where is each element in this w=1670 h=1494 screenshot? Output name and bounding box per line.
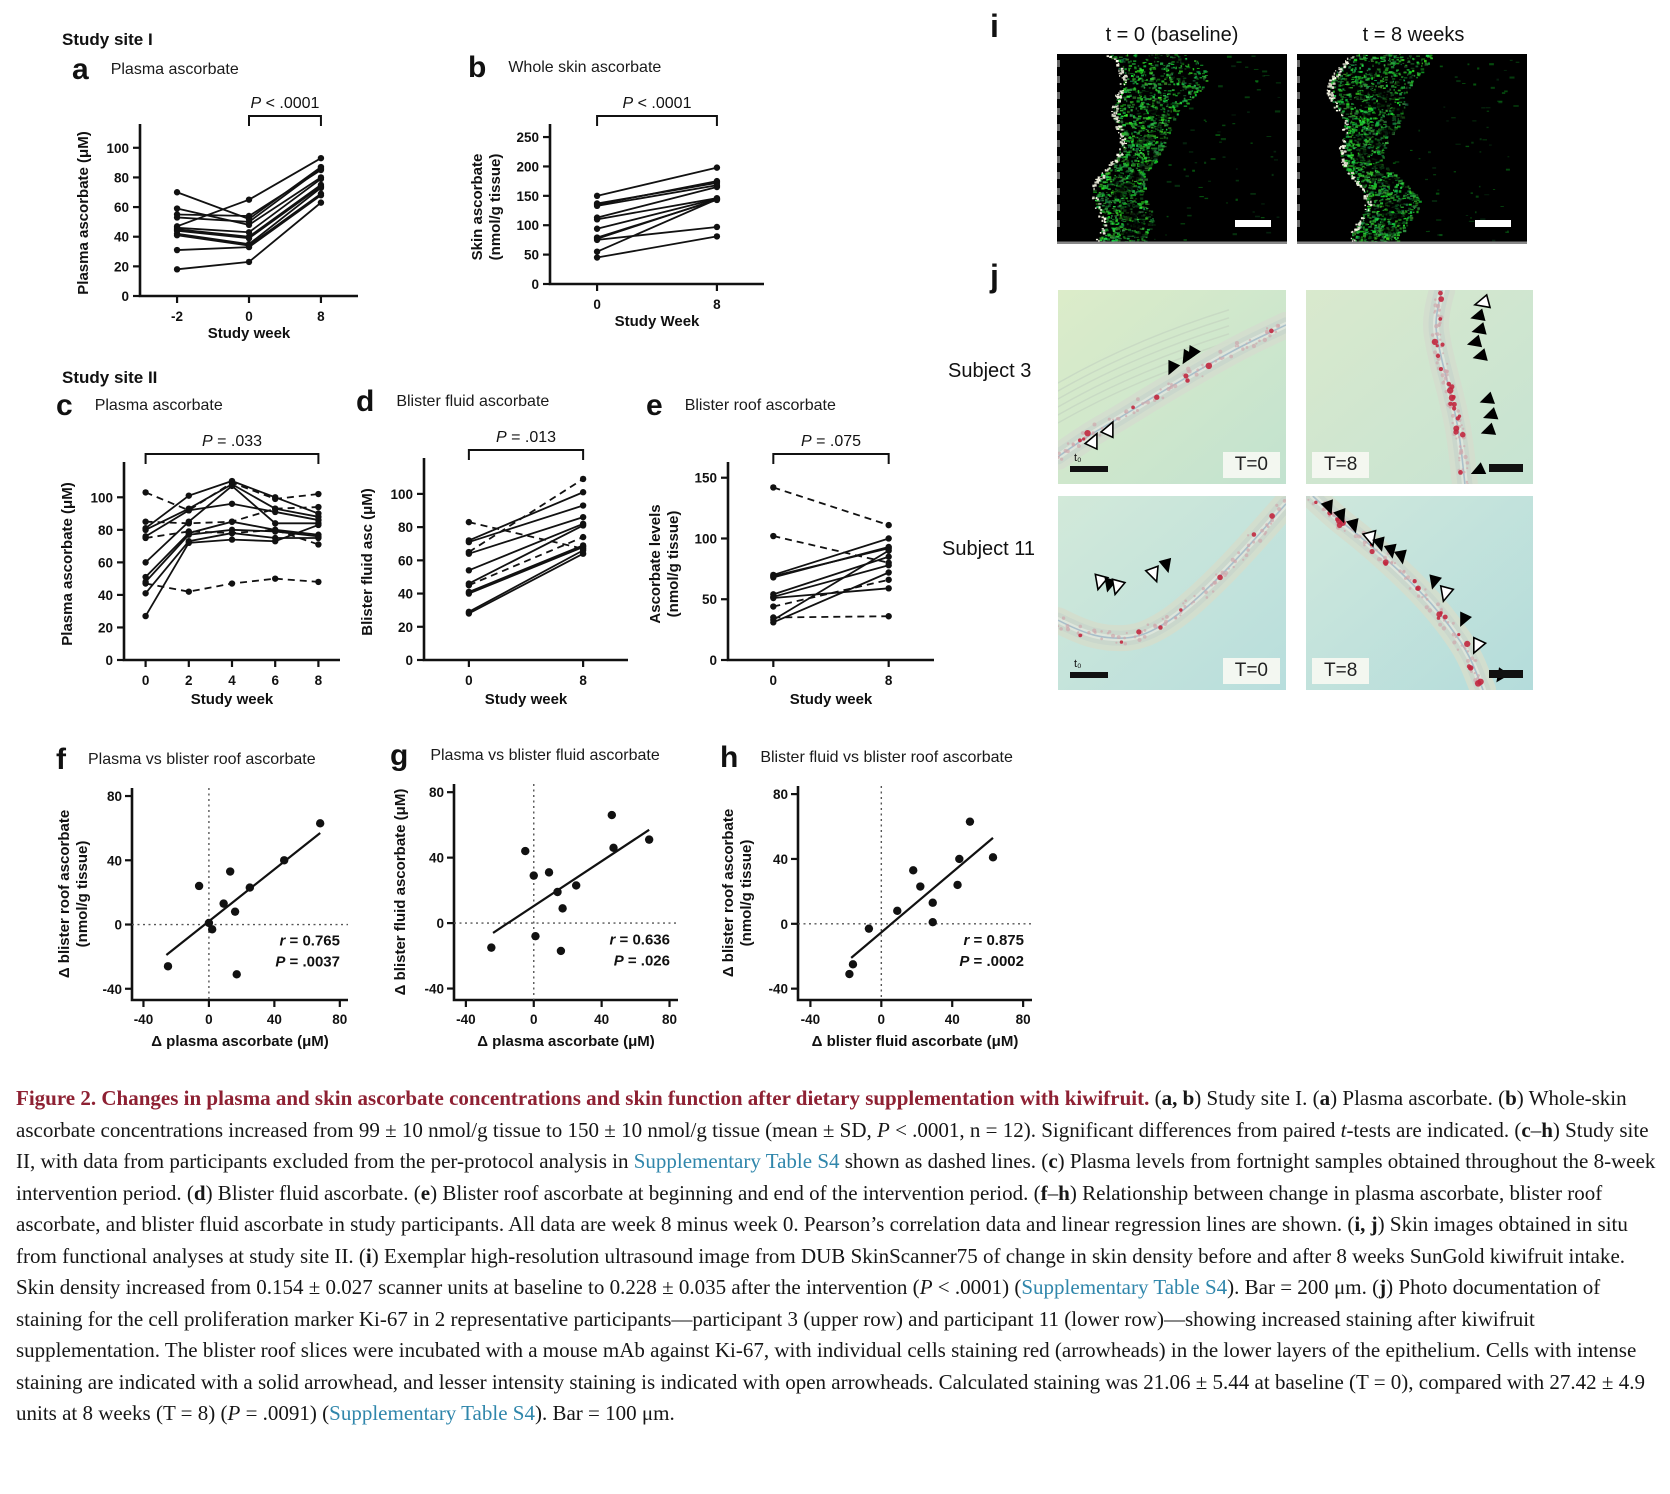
- caption-text: ) Whole-skin ascorbate concentrations increased from 99 ± 10 nmol/g tissue to 150 ± 10 nmol/g tissue (mean ± SD,: [16, 1086, 1627, 1142]
- histology-subject3-t8: [1306, 290, 1533, 484]
- panel-a-letter: a: [72, 53, 89, 86]
- svg-text:-40: -40: [456, 1012, 476, 1027]
- svg-text:P < .0001: P < .0001: [250, 95, 320, 112]
- caption-text: -tests are indicated. (: [1346, 1117, 1522, 1142]
- caption-text: ) Plasma ascorbate. (: [1330, 1086, 1506, 1110]
- svg-text:100: 100: [516, 218, 539, 234]
- svg-text:-2: -2: [171, 309, 184, 324]
- svg-text:Study week: Study week: [484, 691, 568, 708]
- panel-a-header: [72, 53, 392, 86]
- caption-text: < .0001) (: [932, 1275, 1022, 1299]
- svg-text:60: 60: [97, 555, 113, 571]
- svg-text:P = .026: P = .026: [613, 952, 670, 970]
- svg-text:40: 40: [266, 1012, 282, 1027]
- panel-h-header: [720, 741, 1050, 774]
- svg-text:40: 40: [97, 587, 113, 603]
- caption-text: a, b: [1161, 1086, 1195, 1110]
- caption-text: i: [365, 1243, 372, 1268]
- svg-text:0: 0: [141, 673, 150, 688]
- panel-e-title: Blister roof ascorbate: [684, 397, 836, 414]
- svg-text:P = .075: P = .075: [800, 433, 862, 450]
- panel-c-letter: c: [56, 389, 73, 422]
- svg-text:Δ blister roof ascorbate: Δ blister roof ascorbate: [720, 808, 737, 978]
- svg-text:Blister fluid asc (μM): Blister fluid asc (μM): [359, 488, 376, 636]
- caption-text: h: [1058, 1180, 1070, 1205]
- panel-f: [56, 743, 364, 1061]
- ultrasound-image-8weeks: [1297, 54, 1527, 244]
- caption-text: ) Plasma levels from fortnight samples obtained throughout the 8-week intervention period. (: [16, 1149, 1656, 1205]
- svg-text:8: 8: [579, 673, 587, 688]
- caption-text: –: [1047, 1180, 1059, 1205]
- svg-text:250: 250: [516, 130, 539, 146]
- svg-text:0: 0: [121, 289, 129, 304]
- svg-text:0: 0: [529, 1012, 538, 1027]
- svg-text:80: 80: [1015, 1012, 1031, 1027]
- panel-h-title: Blister fluid vs blister roof ascorbate: [760, 749, 1013, 766]
- svg-text:60: 60: [113, 200, 129, 216]
- panel-a-chart: [72, 86, 392, 348]
- scale-bar: [1489, 464, 1523, 472]
- svg-text:0: 0: [877, 1012, 886, 1027]
- histology-subject3-t0: [1058, 290, 1286, 484]
- caption-text: Figure 2. Changes in plasma and skin ascorbate concentrations and skin function after dietary supplementation with kiwifruit.: [16, 1086, 1150, 1110]
- svg-text:(nmol/g tissue): (nmol/g tissue): [665, 510, 682, 618]
- panel-h: [720, 741, 1050, 1061]
- caption-text: ) Blister fluid ascorbate. (: [205, 1180, 421, 1205]
- svg-text:80: 80: [772, 787, 788, 803]
- ultrasound-scan-image: [1057, 54, 1287, 244]
- panel-g-letter: g: [390, 739, 409, 772]
- panel-d-header: [356, 385, 656, 418]
- svg-text:0: 0: [245, 309, 253, 324]
- svg-text:P = .0037: P = .0037: [275, 953, 340, 971]
- svg-text:100: 100: [106, 140, 129, 156]
- svg-text:40: 40: [944, 1012, 960, 1027]
- scale-bar: [1489, 670, 1523, 678]
- panel-f-letter: f: [56, 743, 66, 776]
- panel-g-chart: [390, 772, 696, 1056]
- svg-text:0: 0: [531, 277, 539, 292]
- panel-a: [72, 53, 392, 353]
- caption-text: i, j: [1354, 1212, 1378, 1236]
- svg-text:0: 0: [769, 673, 778, 688]
- svg-text:0: 0: [436, 916, 444, 932]
- timepoint-label-t0: T=0: [1223, 658, 1280, 684]
- svg-text:Plasma ascorbate (μM): Plasma ascorbate (μM): [75, 131, 92, 295]
- caption-text: P: [877, 1117, 890, 1142]
- caption-text: ) Photo documentation of staining for the cell proliferation marker Ki-67 in 2 representative participants—participant 3 (upper row) and participant 11 (lower row)—showing increased staining after kiwifruit supplementation. The blister roof slices were incubated with a mouse mAb against Ki-67, with individual cells staining red (arrowheads) in the lower layers of the epithelium. Cells with intense staining are indicated with a solid arrowhead, and lesser intensity staining is indicated with open arrowheads. Calculated staining was 21.06 ± 5.44 at baseline (T = 0), compared with 27.42 ± 4.9 units at 8 weeks (T = 8) (: [16, 1275, 1645, 1425]
- panel-d-title: Blister fluid ascorbate: [396, 393, 550, 410]
- svg-text:6: 6: [271, 673, 279, 688]
- panel-e: [646, 389, 962, 719]
- caption-text: ). Bar = 100 μm.: [534, 1401, 675, 1425]
- supplementary-table-link[interactable]: Supplementary Table S4: [1021, 1275, 1228, 1299]
- svg-text:-40: -40: [800, 1012, 821, 1027]
- svg-text:(nmol/g tissue): (nmol/g tissue): [738, 839, 755, 947]
- svg-text:Δ blister fluid ascorbate (μM): Δ blister fluid ascorbate (μM): [811, 1033, 1019, 1050]
- svg-text:Study Week: Study Week: [614, 313, 700, 330]
- panel-e-header: [646, 389, 962, 422]
- svg-text:100: 100: [90, 490, 113, 506]
- svg-text:0: 0: [709, 653, 717, 668]
- caption-text: c: [1048, 1149, 1058, 1173]
- caption-text: h: [1541, 1117, 1553, 1142]
- svg-text:-40: -40: [102, 981, 122, 997]
- panel-e-letter: e: [646, 389, 663, 422]
- svg-text:0: 0: [105, 653, 113, 668]
- panel-g: [390, 739, 696, 1061]
- svg-text:80: 80: [428, 785, 444, 801]
- panel-d: [356, 385, 656, 719]
- panel-g-title: Plasma vs blister fluid ascorbate: [430, 747, 660, 764]
- figure-caption: [16, 1083, 1656, 1430]
- panel-d-chart: [356, 418, 656, 714]
- supplementary-table-link[interactable]: Supplementary Table S4: [633, 1149, 840, 1173]
- svg-text:r = 0.875: r = 0.875: [963, 931, 1024, 949]
- panel-c-header: [56, 389, 364, 422]
- svg-text:Δ blister fluid ascorbate (μM): Δ blister fluid ascorbate (μM): [392, 788, 409, 996]
- caption-text: –: [1530, 1117, 1542, 1142]
- svg-text:Δ blister roof ascorbate: Δ blister roof ascorbate: [56, 809, 73, 979]
- svg-text:150: 150: [516, 188, 539, 204]
- panel-b-letter: b: [468, 51, 487, 84]
- caption-text: = .0091) (: [240, 1401, 330, 1425]
- svg-text:0: 0: [114, 917, 122, 933]
- svg-text:40: 40: [397, 586, 413, 602]
- svg-text:50: 50: [523, 247, 539, 263]
- svg-text:20: 20: [97, 620, 113, 636]
- svg-text:2: 2: [185, 673, 193, 688]
- svg-text:80: 80: [113, 170, 129, 186]
- scale-tick-label: t₀: [1074, 452, 1082, 464]
- caption-text: < .0001, n = 12). Significant differences from paired: [889, 1117, 1341, 1142]
- svg-text:20: 20: [397, 619, 413, 635]
- panel-c: [56, 389, 364, 719]
- svg-text:r = 0.765: r = 0.765: [279, 932, 340, 950]
- subject-11-label: Subject 11: [942, 538, 1036, 560]
- svg-text:Δ plasma ascorbate (μM): Δ plasma ascorbate (μM): [477, 1033, 655, 1050]
- svg-text:8: 8: [713, 297, 721, 312]
- caption-text: ) Blister roof ascorbate at beginning and end of the intervention period. (: [430, 1180, 1041, 1205]
- svg-text:80: 80: [332, 1012, 348, 1027]
- svg-text:Ascorbate levels: Ascorbate levels: [647, 504, 664, 624]
- supplementary-table-link[interactable]: Supplementary Table S4: [329, 1401, 535, 1425]
- svg-text:50: 50: [701, 592, 717, 608]
- svg-text:40: 40: [106, 853, 122, 869]
- histology-subject11-t8: [1306, 496, 1533, 690]
- caption-text: P: [919, 1275, 933, 1299]
- caption-text: e: [420, 1180, 431, 1205]
- svg-text:80: 80: [661, 1012, 678, 1027]
- timepoint-label-t8: T=8: [1312, 452, 1369, 478]
- panel-e-chart: [646, 422, 962, 714]
- svg-text:P < .0001: P < .0001: [622, 95, 692, 112]
- panel-b-chart: [468, 84, 804, 336]
- svg-text:100: 100: [390, 486, 413, 502]
- svg-text:80: 80: [397, 520, 413, 536]
- panel-b-title: Whole skin ascorbate: [508, 59, 662, 76]
- panel-h-chart: [720, 774, 1050, 1056]
- caption-text: shown as dashed lines. (: [839, 1149, 1049, 1173]
- svg-text:80: 80: [106, 789, 122, 805]
- svg-text:20: 20: [113, 259, 129, 275]
- panel-d-letter: d: [356, 385, 375, 418]
- svg-text:4: 4: [228, 673, 236, 688]
- svg-text:-40: -40: [133, 1012, 154, 1027]
- ultrasound-image-baseline: [1057, 54, 1287, 244]
- panel-c-chart: [56, 422, 364, 714]
- caption-text: ) Study site II, with data from participants excluded from the per-protocol analysis in: [16, 1117, 1649, 1173]
- svg-text:P = .013: P = .013: [495, 429, 557, 446]
- caption-text: a: [1319, 1086, 1331, 1110]
- panel-b-header: [468, 51, 804, 84]
- panel-f-chart: [56, 776, 364, 1056]
- svg-text:(nmol/g tissue): (nmol/g tissue): [487, 153, 504, 261]
- scale-tick-label: t₀: [1074, 658, 1082, 670]
- svg-text:(nmol/g tissue): (nmol/g tissue): [74, 840, 91, 948]
- svg-text:Study week: Study week: [190, 691, 274, 708]
- ultrasound-scan-image: [1297, 54, 1527, 244]
- caption-text: ) Skin images obtained in situ from functional analyses at study site II. (: [16, 1212, 1628, 1268]
- svg-text:Skin ascorbate: Skin ascorbate: [469, 153, 486, 261]
- timepoint-label-t0: T=0: [1223, 452, 1280, 478]
- svg-text:40: 40: [594, 1012, 610, 1027]
- svg-text:-40: -40: [424, 981, 444, 997]
- caption-text: j: [1379, 1275, 1387, 1299]
- svg-text:0: 0: [205, 1012, 213, 1027]
- caption-text: t: [1340, 1117, 1347, 1142]
- svg-text:40: 40: [113, 229, 129, 245]
- svg-text:60: 60: [397, 553, 413, 569]
- study-site-2-heading: Study site II: [62, 368, 158, 387]
- ultrasound-week8-title: t = 8 weeks: [1362, 24, 1465, 46]
- panel-j-letter: j: [990, 258, 999, 294]
- svg-text:-40: -40: [768, 981, 788, 997]
- caption-text: ) Exemplar high-resolution ultrasound image from DUB SkinScanner75 of change in skin density before and after 8 weeks SunGold kiwifruit intake. Skin density increased from 0.154 ± 0.027 scanner units at baseline to 0.228 ± 0.035 after the intervention (: [16, 1243, 1626, 1299]
- caption-text: (: [1149, 1086, 1162, 1110]
- study-site-1-heading: Study site I: [62, 30, 153, 49]
- svg-text:0: 0: [405, 653, 413, 668]
- caption-text: c: [1521, 1117, 1531, 1142]
- caption-text: b: [1505, 1086, 1517, 1110]
- svg-text:P = .033: P = .033: [201, 433, 263, 450]
- panel-h-letter: h: [720, 741, 739, 774]
- scale-bar: [1070, 672, 1108, 678]
- caption-text: d: [193, 1180, 206, 1205]
- svg-text:0: 0: [465, 673, 473, 688]
- svg-text:100: 100: [694, 531, 717, 547]
- caption-text: P: [227, 1401, 241, 1425]
- panel-f-header: [56, 743, 364, 776]
- svg-text:r = 0.636: r = 0.636: [609, 931, 670, 949]
- svg-text:Δ plasma ascorbate (μM): Δ plasma ascorbate (μM): [151, 1033, 329, 1050]
- svg-text:0: 0: [593, 297, 601, 312]
- svg-text:Study week: Study week: [789, 691, 873, 708]
- panel-g-header: [390, 739, 696, 772]
- svg-text:P = .0002: P = .0002: [959, 952, 1024, 970]
- svg-text:8: 8: [317, 309, 325, 324]
- caption-text: ). Bar = 200 μm. (: [1227, 1275, 1380, 1299]
- panel-i-letter: i: [990, 8, 999, 44]
- svg-text:40: 40: [428, 850, 444, 866]
- timepoint-label-t8: T=8: [1312, 658, 1369, 684]
- histology-subject11-t0: [1058, 496, 1286, 690]
- scale-bar: [1070, 466, 1108, 472]
- caption-text: ) Study site I. (: [1194, 1086, 1320, 1110]
- svg-text:Study week: Study week: [207, 325, 291, 342]
- svg-text:40: 40: [772, 851, 788, 867]
- subject-3-label: Subject 3: [948, 360, 1032, 382]
- panel-f-title: Plasma vs blister roof ascorbate: [88, 751, 316, 768]
- caption-text: ) Relationship between change in plasma ascorbate, blister roof ascorbate, and blister fluid ascorbate in study participants. All data are week 8 minus week 0. Pearson’s correlation data and linear regression lines are shown. (: [16, 1180, 1603, 1236]
- panel-c-title: Plasma ascorbate: [94, 397, 223, 414]
- svg-text:0: 0: [780, 916, 788, 932]
- svg-text:8: 8: [884, 673, 893, 688]
- svg-text:8: 8: [314, 673, 323, 688]
- svg-text:150: 150: [694, 470, 717, 486]
- ultrasound-baseline-title: t = 0 (baseline): [1105, 24, 1239, 46]
- svg-text:80: 80: [97, 522, 113, 538]
- svg-text:200: 200: [516, 159, 539, 175]
- caption-text: f: [1040, 1180, 1048, 1205]
- panel-b: [468, 51, 804, 341]
- svg-text:Plasma ascorbate (μM): Plasma ascorbate (μM): [59, 482, 76, 646]
- panel-a-title: Plasma ascorbate: [110, 61, 239, 78]
